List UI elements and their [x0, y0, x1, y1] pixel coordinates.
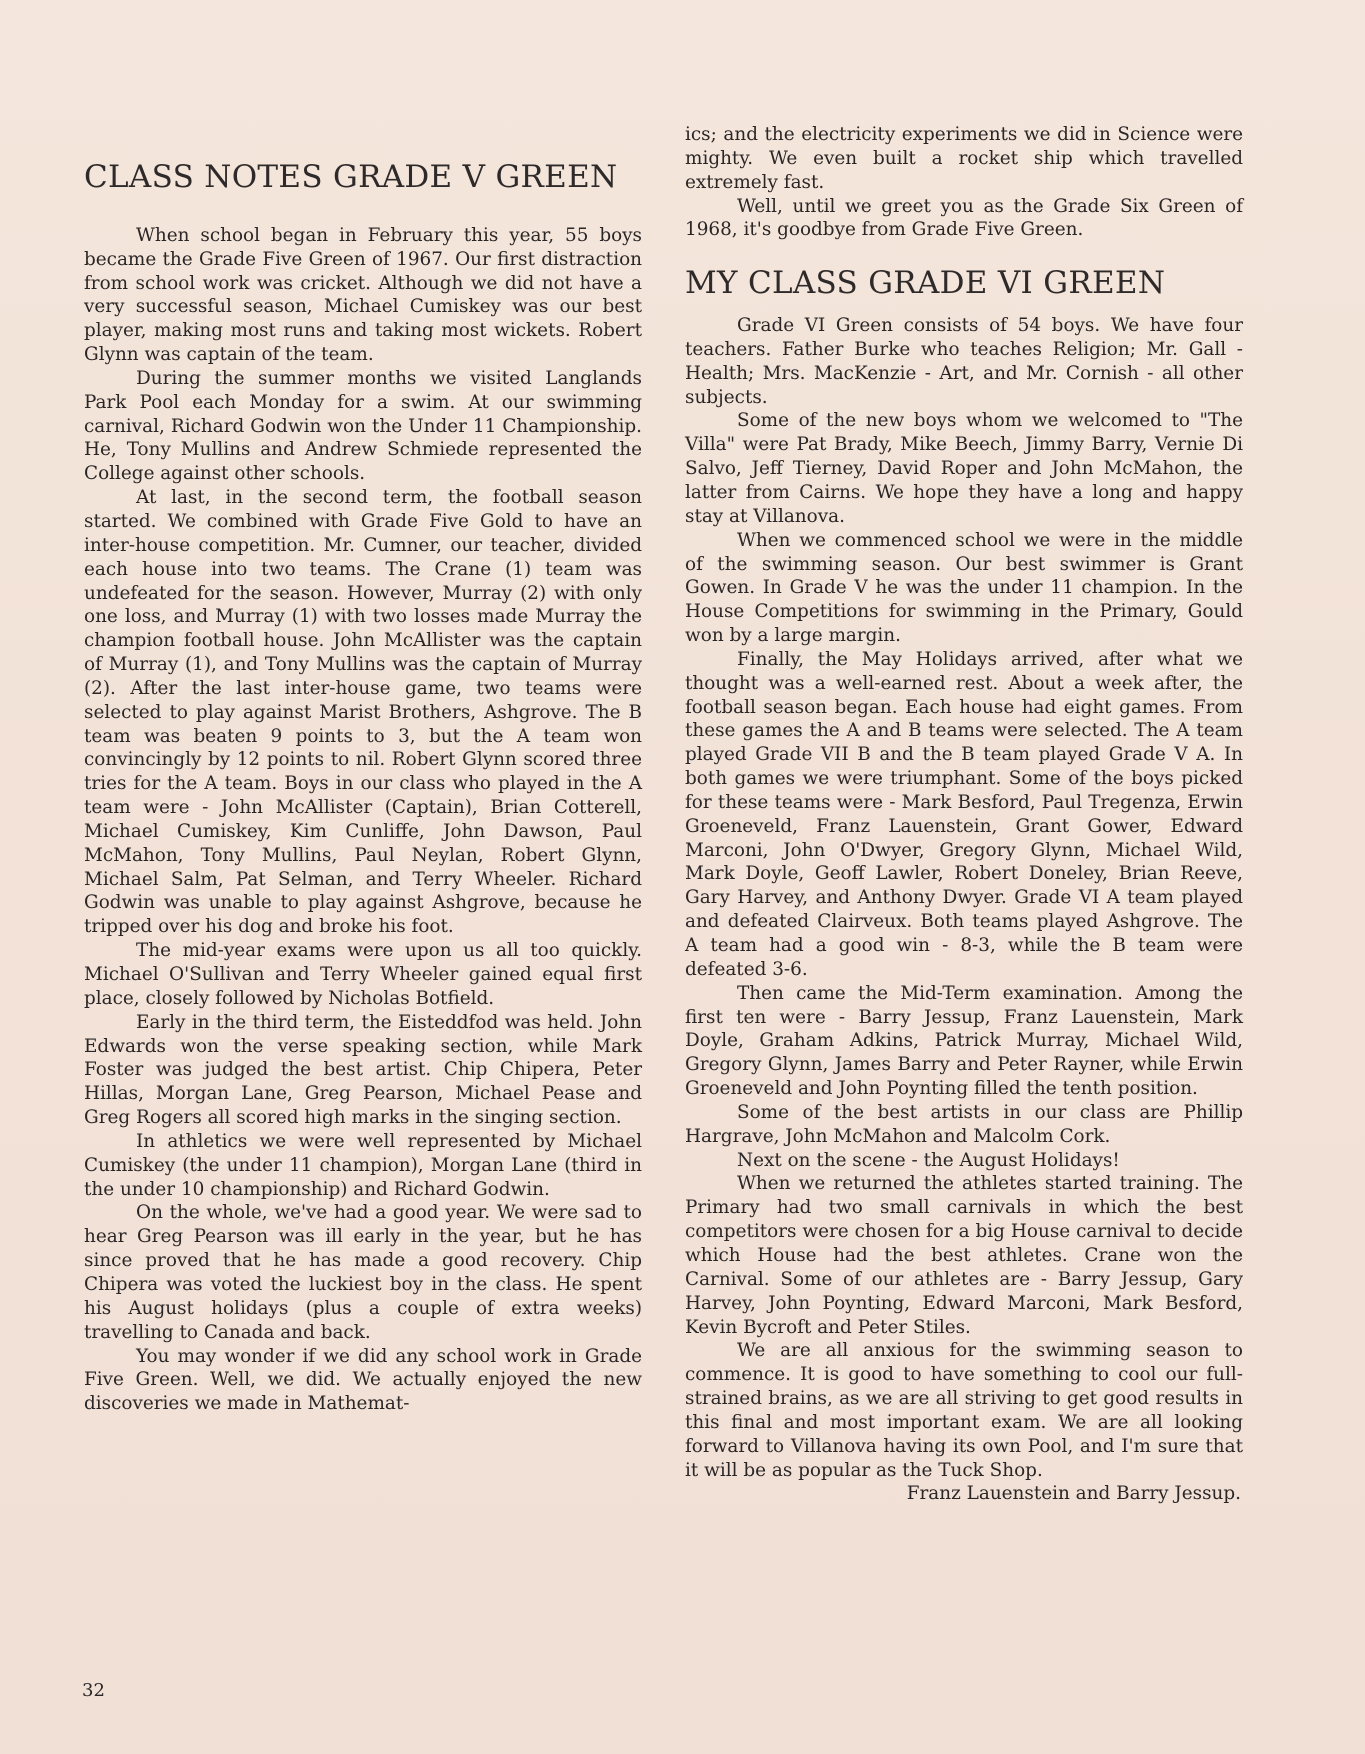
paragraph: When school began in February this year, 55 boys became the Grade Five Green of 1967. Our first distraction from school work was cricket. Although we did not have a very successful season, Michael Cumiskey was our best player, making most runs and taking most wickets. Robert Glynn was captain of the team. [84, 224, 642, 366]
paragraph: We are all anxious for the swimming season to commence. It is good to have something to cool our full-strained brains, as we are all striving to get good results in this final and most important exam. We are all looking forward to Villanova having its own Pool, and I'm sure that it will be as popular as the Tuck Shop. [685, 1340, 1243, 1481]
closing-paragraph: Well, until we greet you as the Grade Six Green of 1968, it's goodbye from Grade Five Green. [685, 195, 1243, 241]
paragraph: The mid-year exams were upon us all too quickly. Michael O'Sullivan and Terry Wheeler gained equal first place, closely followed by Nicholas Botfield. [84, 940, 642, 1009]
continued-paragraph: ics; and the electricity experiments we did in Science were mighty. We even built a rocket ship which travelled extremely fast. [685, 124, 1243, 193]
paragraph: During the summer months we visited Langlands Park Pool each Monday for a swim. At our swimming carnival, Richard Godwin won the Under 11 Championship. He, Tony Mullins and Andrew Schmiede represented the College against other schools. [84, 367, 642, 485]
article-title-grade-vi-green: MY CLASS GRADE VI GREEN [685, 265, 1166, 302]
paragraph: When we returned the athletes started training. The Primary had two small carnivals in which the best competitors were chosen for a big House carnival to decide which House had the best athletes. Crane won the Carnival. Some of our athletes are - Barry Jessup, Gary Harvey, John Poynting, Edward Marconi, Mark Besford, Kevin Bycroft and Peter Stiles. [685, 1173, 1243, 1338]
article-title-grade-v-green: CLASS NOTES GRADE V GREEN [84, 159, 618, 195]
author-signature: Franz Lauenstein and Barry Jessup. [906, 1483, 1241, 1505]
page-number: 32 [82, 1680, 105, 1701]
paragraph: Grade VI Green consists of 54 boys. We have four teachers. Father Burke who teaches Religion; Mr. Gall - Health; Mrs. MacKenzie - Art, and Mr. Cornish - all other subjects. [685, 315, 1243, 408]
paragraph: Finally, the May Holidays arrived, after what we thought was a well-earned rest. About a week after, the football season began. Each house had eight games. From these games the A and B teams were selected. The A team played Grade VII B and the B team played Grade V A. In both games we were triumphant. Some of the boys picked for these teams were - Mark Besford, Paul Tregenza, Erwin Groeneveld, Franz Lauenstein, Grant Gower, Edward Marconi, John O'Dwyer, Gregory Glynn, Michael Wild, Mark Doyle, Geoff Lawler, Robert Doneley, Brian Reeve, Gary Harvey, and Anthony Dwyer. Grade VI A team played and defeated Clairveux. Both teams played Ashgrove. The A team had a good win - 8-3, while the B team were defeated 3-6. [685, 648, 1243, 980]
paragraph: In athletics we were well represented by Michael Cumiskey (the under 11 champion), Morgan Lane (third in the under 10 championship) and Richard Godwin. [84, 1130, 642, 1200]
paragraph: At last, in the second term, the football season started. We combined with Grade Five Gold to have an inter-house competition. Mr. Cumner, our teacher, divided each house into two teams. The Crane (1) team was undefeated for the season. However, Murray (2) with only one loss, and Murray (1) with two losses made Murray the champion football house. John McAllister was the captain of Murray (1), and Tony Mullins was the captain of Murray (2). After the last inter-house game, two teams were selected to play against Marist Brothers, Ashgrove. The B team was beaten 9 points to 3, but the A team won convincingly by 12 points to nil. Robert Glynn scored three tries for the A team. Boys in our class who played in the A team were - John McAllister (Captain), Brian Cotterell, Michael Cumiskey, Kim Cunliffe, John Dawson, Paul McMahon, Tony Mullins, Paul Neylan, Robert Glynn, Michael Salm, Pat Selman, and Terry Wheeler. Richard Godwin was unable to play against Ashgrove, because he tripped over his dog and broke his foot. [84, 487, 642, 938]
paragraph: You may wonder if we did any school work in Grade Five Green. Well, we did. We actually enjoyed the new discoveries we made in Mathemat- [84, 1345, 642, 1415]
paragraph: Some of the new boys whom we welcomed to "The Villa" were Pat Brady, Mike Beech, Jimmy Barry, Vernie Di Salvo, Jeff Tierney, David Roper and John McMahon, the latter from Cairns. We hope they have a long and happy stay at Villanova. [685, 410, 1243, 527]
paragraph: Early in the third term, the Eisteddfod was held. John Edwards won the verse speaking section, while Mark Foster was judged the best artist. Chip Chipera, Peter Hillas, Morgan Lane, Greg Pearson, Michael Pease and Greg Rogers all scored high marks in the singing section. [84, 1011, 642, 1129]
right-column [685, 123, 1243, 1506]
paragraph: Next on the scene - the August Holidays! [737, 1149, 1120, 1171]
paragraph: Then came the Mid-Term examination. Among the first ten were - Barry Jessup, Franz Lauenstein, Mark Doyle, Graham Adkins, Patrick Murray, Michael Wild, Gregory Glynn, James Barry and Peter Rayner, while Erwin Groeneveld and John Poynting filled the tenth position. [685, 982, 1243, 1100]
left-column [84, 120, 642, 1416]
paragraph: On the whole, we've had a good year. We were sad to hear Greg Pearson was ill early in the year, but he has since proved that he has made a good recovery. Chip Chipera was voted the luckiest boy in the class. He spent his August holidays (plus a couple of extra weeks) travelling to Canada and back. [84, 1202, 642, 1343]
paragraph: Some of the best artists in our class are Phillip Hargrave, John McMahon and Malcolm Cork. [685, 1101, 1243, 1147]
paragraph: When we commenced school we were in the middle of the swimming season. Our best swimmer is Grant Gowen. In Grade V he was the under 11 champion. In the House Competitions for swimming in the Primary, Gould won by a large margin. [685, 529, 1243, 647]
